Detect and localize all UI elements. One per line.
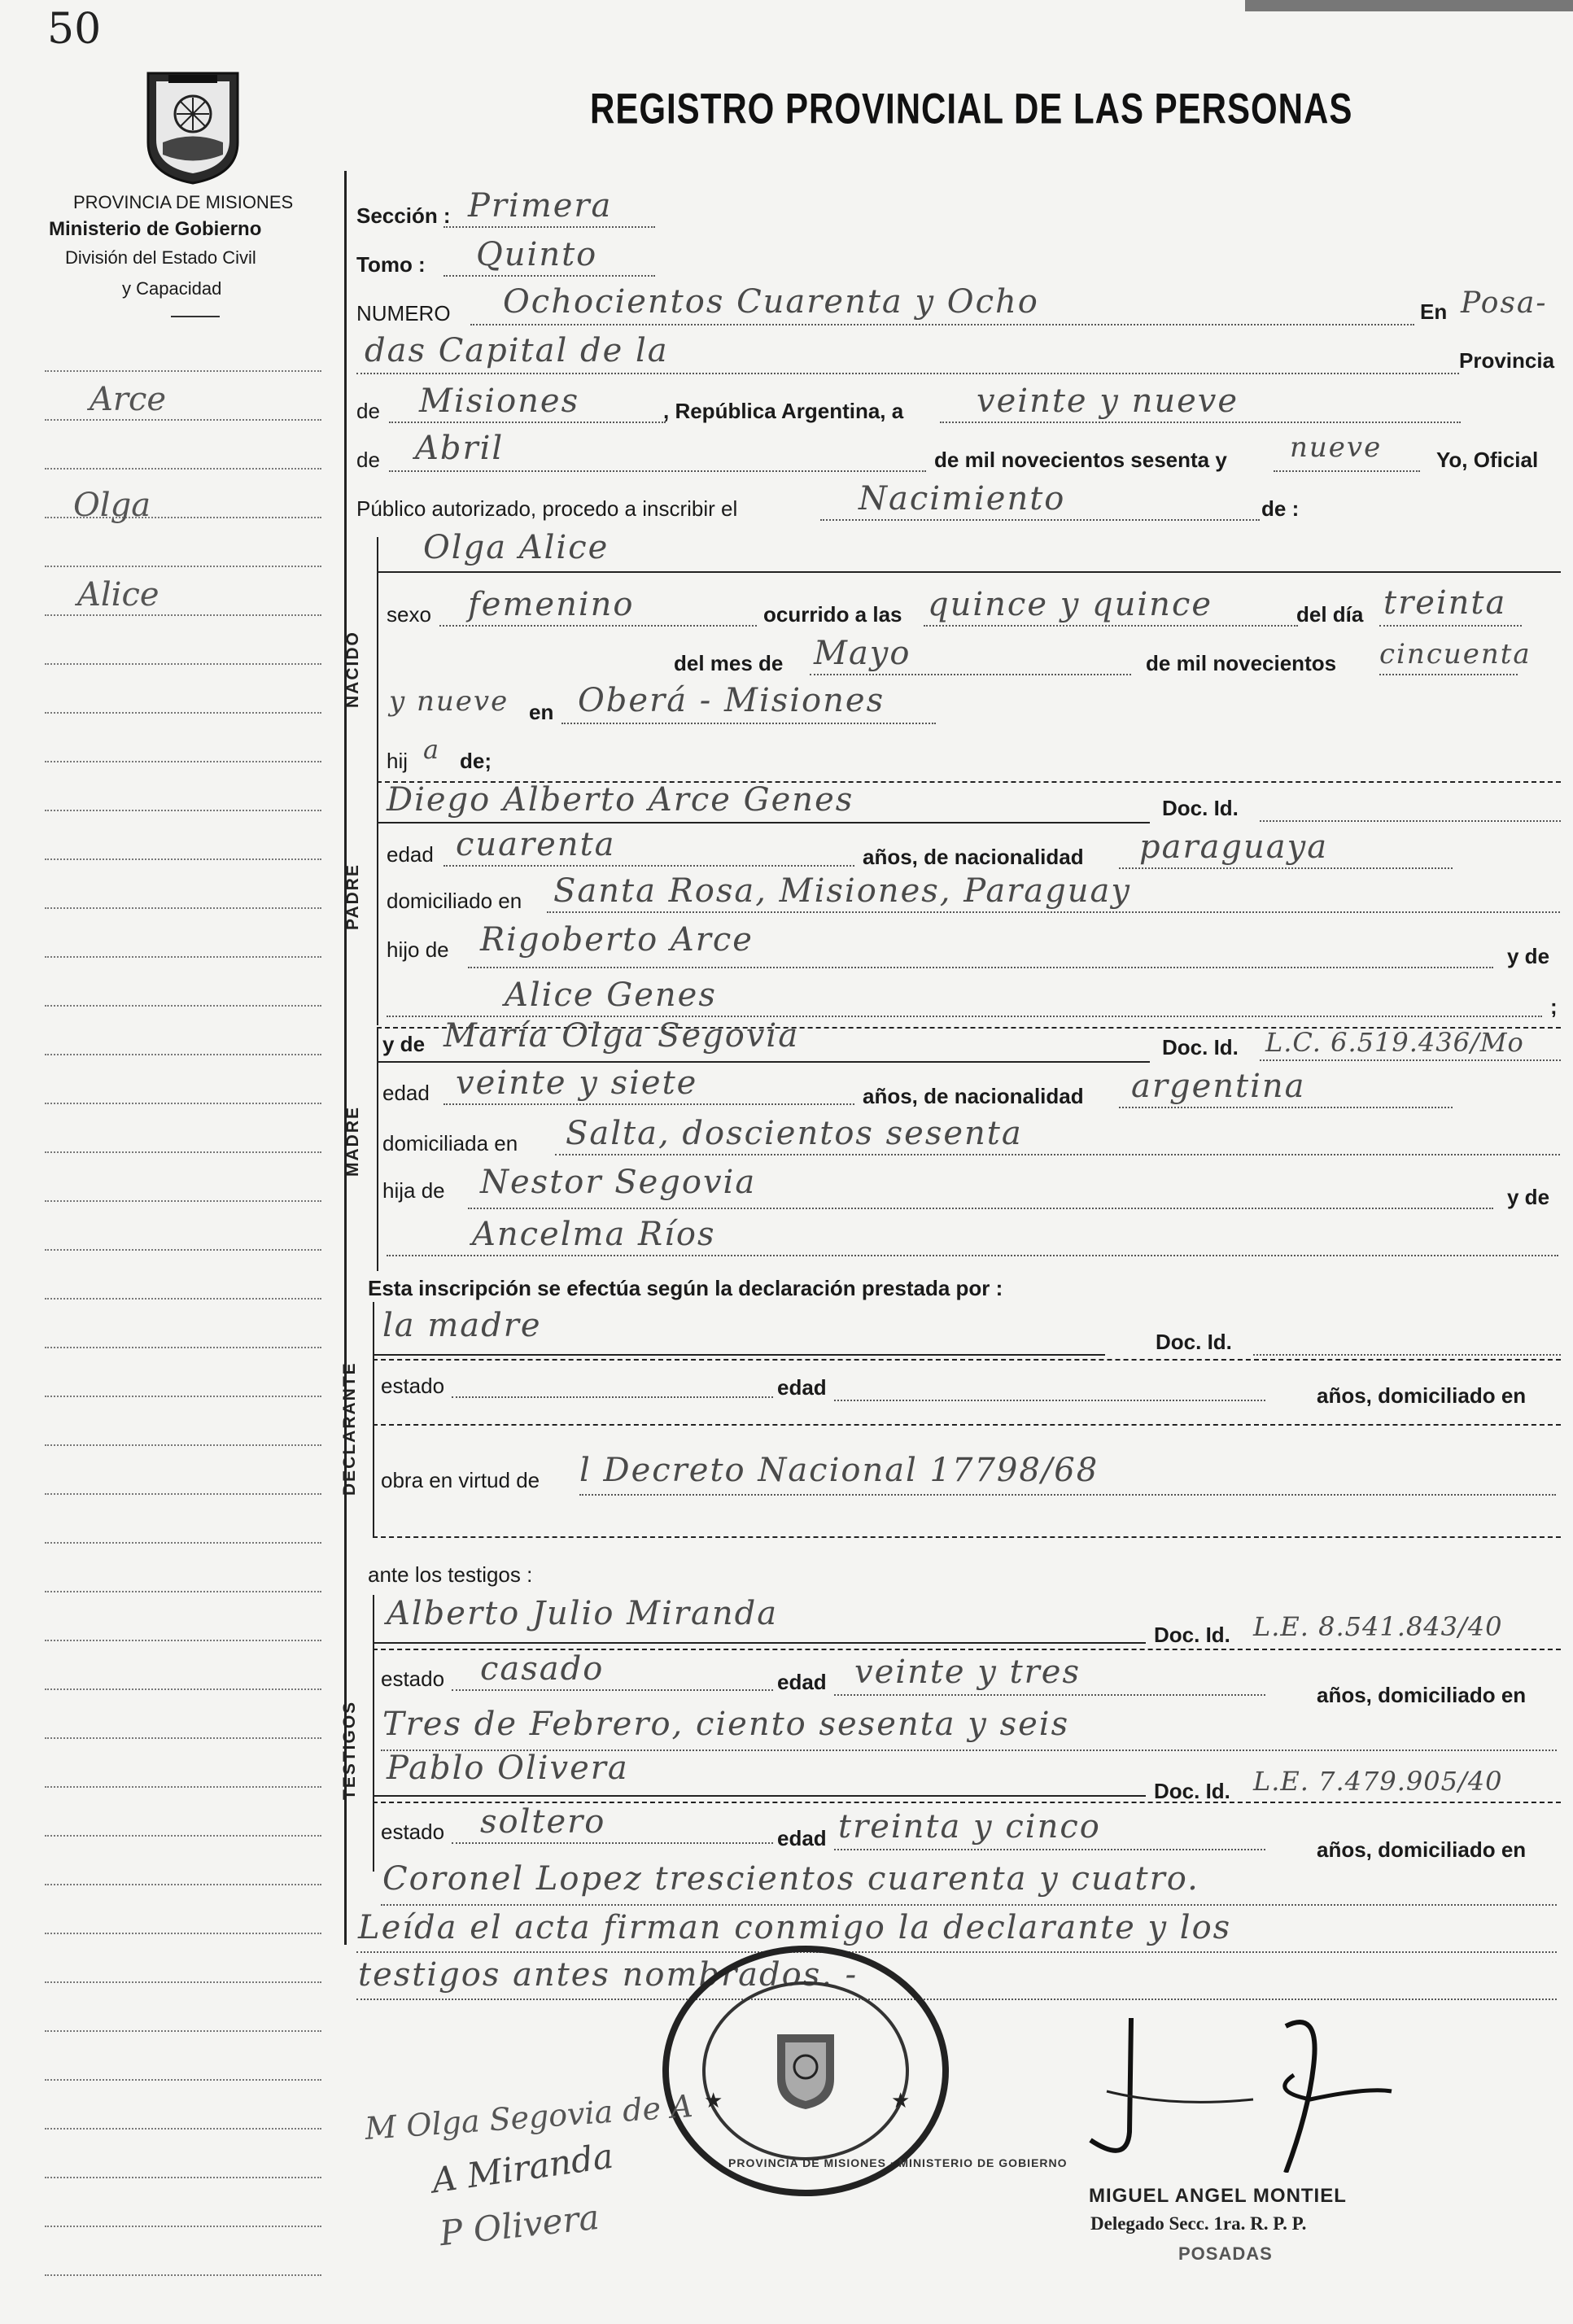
tomo-label: Tomo :: [356, 252, 426, 277]
del-mes-label: del mes de: [674, 651, 784, 675]
padre-dom-label: domiciliado en: [387, 889, 522, 913]
month-value: Abril: [415, 430, 505, 467]
testigo2-edad-line: [834, 1849, 1265, 1850]
madre-dom-label: domiciliada en: [382, 1131, 518, 1155]
margin-dotted-line: [45, 1933, 321, 1934]
padre-edad-line: [443, 865, 854, 867]
padre-semicolon: ;: [1550, 994, 1558, 1019]
numero-value: Ochocientos Cuarenta y Ocho: [503, 283, 1039, 321]
margin-dotted-line: [45, 2128, 321, 2130]
madre-edad-line: [443, 1103, 854, 1105]
testigo1-doc: L.E. 8.541.843/40: [1253, 1611, 1503, 1642]
hora-value: quince y quince: [928, 586, 1213, 623]
madre-name: María Olga Segovia: [443, 1017, 800, 1055]
margin-dotted-line: [45, 1884, 321, 1885]
padre-label: PADRE: [343, 863, 362, 930]
testigo1-edad-line: [834, 1694, 1265, 1696]
official-title: Delegado Secc. 1ra. R. P. P.: [1090, 2213, 1307, 2234]
official-signature-mark: [1042, 2010, 1416, 2173]
padre-dom-line: [547, 911, 1560, 913]
declarante-bottom-rule: [373, 1536, 1561, 1538]
testigo1-anios-label: años, domiciliado en: [1317, 1683, 1527, 1707]
sexo-label: sexo: [387, 602, 431, 627]
official-name: MIGUEL ANGEL MONTIEL: [1089, 2185, 1347, 2207]
obra-label: obra en virtud de: [381, 1468, 540, 1492]
padre-madre-de: Alice Genes: [505, 976, 717, 1014]
stamp-outer-text: [972, 1969, 973, 1970]
declarante-bracket: [373, 1302, 374, 1538]
nacido-name-rule: [377, 571, 1561, 573]
signature-declarante: M Olga Segovia de A: [363, 2087, 694, 2147]
declarante-edad-line: [834, 1400, 1265, 1401]
place-line: [356, 373, 1459, 374]
margin-dotted-line: [45, 1542, 321, 1544]
provincia-label: Provincia: [1459, 348, 1555, 373]
margin-dotted-line: [45, 907, 321, 909]
numero-label: NUMERO: [356, 301, 451, 325]
testigos-intro: ante los testigos :: [368, 1562, 533, 1587]
en-value: Posa-: [1461, 286, 1548, 320]
month-line: [389, 470, 926, 472]
testigo2-estado: soltero: [480, 1803, 606, 1841]
publico-label: Público autorizado, procedo a inscribir el: [356, 496, 738, 521]
margin-dotted-line: [45, 1493, 321, 1495]
declarante-top-rule: [373, 1359, 1561, 1361]
testigos-label: TESTIGOS: [340, 1700, 359, 1800]
day-value: veinte y nueve: [977, 382, 1239, 420]
testigo1-domicilio: Tres de Febrero, ciento sesenta y seis: [382, 1706, 1070, 1743]
madre-bracket: [377, 1027, 378, 1271]
declarante-estado-label: estado: [381, 1374, 445, 1398]
testigos-bracket: [373, 1595, 374, 1872]
testigo1-estado-line: [452, 1689, 773, 1691]
stamp-inner-text: PROVINCIA DE MISIONES · MINISTERIO DE GOBIERNO: [728, 2156, 1068, 2169]
de-label2: de: [356, 448, 380, 472]
madre-edad: veinte y siete: [456, 1064, 698, 1102]
margin-dotted-line: [45, 1981, 321, 1983]
org-line4: y Capacidad: [122, 278, 222, 299]
padre-bracket: [377, 781, 378, 1025]
margin-dotted-line: [45, 468, 321, 470]
org-divider: [171, 316, 220, 317]
margin-dotted-line: [45, 566, 321, 567]
org-line3: División del Estado Civil: [65, 247, 256, 268]
padre-nac-line: [1119, 867, 1453, 869]
obra-line: [579, 1494, 1556, 1496]
margin-dotted-line: [45, 1005, 321, 1007]
del-dia-label: del día: [1296, 602, 1364, 627]
ocurrido-label: ocurrido a las: [763, 602, 902, 627]
margin-dotted-line: [45, 810, 321, 811]
year-label: de mil novecientos sesenta y: [934, 448, 1227, 472]
sexo-line: [439, 625, 757, 627]
margin-dotted-line: [45, 761, 321, 762]
province-value: Misiones: [419, 382, 580, 420]
testigo1-edad: veinte y tres: [854, 1653, 1081, 1691]
madre-y-de-label: y de: [382, 1032, 426, 1056]
org-line2: Ministerio de Gobierno: [49, 218, 262, 240]
mes-line: [810, 674, 1131, 675]
padre-y-de: y de: [1507, 944, 1550, 968]
margin-dotted-line: [45, 1249, 321, 1251]
declarante-doc-label: Doc. Id.: [1156, 1330, 1232, 1354]
svg-text:★: ★: [704, 2089, 723, 2113]
top-edge-strip: [1245, 0, 1573, 11]
province-line: [389, 422, 666, 423]
padre-domicilio: Santa Rosa, Misiones, Paraguay: [553, 872, 1131, 910]
declarante-label: DECLARANTE: [340, 1361, 359, 1496]
padre-edad-label: edad: [387, 842, 434, 867]
margin-dotted-line: [45, 1835, 321, 1837]
madre-dom-line: [555, 1154, 1560, 1155]
dia-line: [1379, 625, 1522, 627]
madre-y-de2: y de: [1507, 1185, 1550, 1209]
declaracion-intro: Esta inscripción se efectúa según la declaración prestada por :: [368, 1276, 1003, 1300]
provincial-seal: [140, 65, 246, 187]
hora-line: [924, 625, 1298, 627]
declarante-mid-rule: [373, 1424, 1561, 1426]
testigo1-doc-label: Doc. Id.: [1154, 1623, 1230, 1647]
declarante-anios-label: años, domiciliado en: [1317, 1383, 1527, 1408]
obra-value: l Decreto Nacional 17798/68: [579, 1452, 1099, 1489]
org-line1: PROVINCIA DE MISIONES: [73, 192, 294, 212]
madre-edad-label: edad: [382, 1081, 430, 1105]
mes-value: Mayo: [814, 635, 911, 672]
margin-name2: Alice: [77, 576, 159, 614]
testigo2-estado-label: estado: [381, 1819, 445, 1844]
madre-doc-line: [1260, 1059, 1561, 1061]
official-city: POSADAS: [1178, 2243, 1273, 2264]
margin-dotted-line: [45, 1396, 321, 1397]
closing-line2-rule: [356, 1999, 1557, 2000]
declarante-doc-line: [1253, 1354, 1561, 1356]
hij-suffix: a: [423, 734, 441, 765]
testigo2-anios-label: años, domiciliado en: [1317, 1837, 1527, 1862]
padre-name-rule: [377, 822, 1150, 823]
closing-line1: Leída el acta firman conmigo la declarante y los: [358, 1909, 1232, 1946]
tomo-value: Quinto: [476, 236, 598, 273]
declarante-edad-label: edad: [777, 1375, 827, 1400]
testigo1-estado: casado: [480, 1650, 605, 1688]
madre-madre-de: Ancelma Ríos: [472, 1216, 716, 1253]
acto-line: [820, 519, 1260, 521]
nacido-name: Olga Alice: [423, 529, 610, 566]
margin-dotted-line: [45, 956, 321, 958]
signature-testigo1: A Miranda: [429, 2135, 616, 2201]
margin-dotted-line: [45, 2274, 321, 2276]
margin-dotted-line: [45, 663, 321, 665]
main-vertical-rule: [344, 171, 347, 1945]
margin-dotted-line: [45, 1591, 321, 1592]
margin-dotted-line: [45, 614, 321, 616]
signature-testigo2: P Olivera: [437, 2196, 601, 2254]
closing-line1-rule: [356, 1951, 1557, 1953]
testigo1-name-rule: [373, 1642, 1146, 1644]
margin-dotted-line: [45, 1151, 321, 1153]
margin-dotted-line: [45, 1737, 321, 1739]
margin-dotted-line: [45, 2030, 321, 2032]
testigo2-edad: treinta y cinco: [838, 1808, 1101, 1846]
padre-doc-line: [1260, 820, 1561, 822]
anio-value: cincuenta: [1379, 638, 1531, 671]
margin-name1: Olga: [73, 487, 151, 524]
testigo2-edad-label: edad: [777, 1826, 827, 1850]
lugar-line: [561, 723, 936, 724]
madre-nacionalidad: argentina: [1131, 1068, 1306, 1105]
nacido-bracket: [377, 537, 378, 781]
place-cont: das Capital de la: [365, 332, 669, 369]
acto-value: Nacimiento: [859, 480, 1066, 518]
margin-dotted-line: [45, 1786, 321, 1788]
margin-dotted-line: [45, 2177, 321, 2178]
oficial-label: Yo, Oficial: [1436, 448, 1539, 472]
testigo1-edad-label: edad: [777, 1670, 827, 1694]
margin-dotted-line: [45, 2226, 321, 2227]
testigo2-doc: L.E. 7.479.905/40: [1253, 1766, 1503, 1797]
declarante-name: la madre: [382, 1307, 542, 1344]
madre-nac-line: [1119, 1107, 1453, 1108]
mil-label: de mil novecientos: [1146, 651, 1337, 675]
padre-anios-label: años, de nacionalidad: [863, 845, 1084, 869]
margin-dotted-line: [45, 1200, 321, 1202]
seccion-value: Primera: [468, 187, 613, 225]
padre-nacionalidad: paraguaya: [1139, 828, 1329, 866]
margin-dotted-line: [45, 1640, 321, 1641]
madre-madre-line: [387, 1255, 1558, 1256]
padre-doc-label: Doc. Id.: [1162, 796, 1239, 820]
nacido-label: NACIDO: [343, 631, 362, 708]
en-label: En: [1420, 299, 1448, 324]
madre-label: MADRE: [343, 1106, 362, 1177]
republica-label: , República Argentina, a: [663, 399, 904, 423]
declarante-name-rule: [373, 1354, 1105, 1356]
page-title: REGISTRO PROVINCIAL DE LAS PERSONAS: [590, 85, 1353, 133]
margin-dotted-line: [45, 1444, 321, 1446]
margin-dotted-line: [45, 1688, 321, 1690]
de-label: de: [356, 399, 380, 423]
madre-domicilio: Salta, doscientos sesenta: [566, 1115, 1023, 1152]
testigo2-name-rule: [373, 1795, 1146, 1797]
day-line: [940, 422, 1461, 423]
seccion-label: Sección :: [356, 203, 451, 228]
svg-text:★: ★: [891, 2089, 911, 2113]
madre-doc-label: Doc. Id.: [1162, 1035, 1239, 1059]
year-value: nueve: [1290, 431, 1383, 464]
margin-surname: Arce: [90, 381, 167, 418]
padre-hijo-label: hijo de: [387, 937, 449, 962]
sexo-value: femenino: [468, 586, 635, 623]
margin-dotted-line: [45, 1103, 321, 1104]
margin-dotted-line: [45, 1347, 321, 1348]
margin-dotted-line: [45, 712, 321, 714]
padre-padre-de: Rigoberto Arce: [480, 921, 754, 959]
margin-dotted-line: [45, 1054, 321, 1055]
padre-edad: cuarenta: [456, 826, 616, 863]
margin-dotted-line: [45, 419, 321, 421]
madre-hija-line: [468, 1208, 1493, 1209]
margin-dotted-line: [45, 1298, 321, 1300]
de-colon: de :: [1261, 496, 1300, 521]
page-number: 50: [47, 5, 102, 54]
testigo2-domicilio: Coronel Lopez trescientos cuarenta y cuatro.: [382, 1860, 1199, 1898]
madre-anios-label: años, de nacionalidad: [863, 1084, 1084, 1108]
year-line: [1274, 470, 1420, 472]
hij-label: hij: [387, 749, 409, 773]
padre-hijo-line: [468, 967, 1493, 968]
testigo2-dom-line: [381, 1904, 1557, 1906]
declarante-estado-line: [452, 1396, 773, 1398]
madre-hija-label: hija de: [382, 1178, 445, 1203]
anio-cont: y nueve: [389, 685, 509, 718]
margin-dotted-line: [45, 370, 321, 372]
madre-padre-de: Nestor Segovia: [480, 1164, 757, 1201]
lugar-value: Oberá - Misiones: [578, 682, 885, 719]
testigo2-doc-label: Doc. Id.: [1154, 1779, 1230, 1803]
testigo2-name: Pablo Olivera: [387, 1750, 629, 1787]
margin-dotted-line: [45, 858, 321, 860]
margin-dotted-line: [45, 2079, 321, 2081]
tomo-line: [443, 275, 655, 277]
anio-line: [1379, 674, 1518, 675]
closing-line2: testigos antes nombrados. -: [358, 1956, 859, 1994]
madre-name-rule: [377, 1061, 1150, 1063]
numero-line: [470, 324, 1414, 325]
dia-value: treinta: [1383, 584, 1507, 622]
testigo1-estado-label: estado: [381, 1667, 445, 1691]
hij-de-label: de;: [460, 749, 492, 773]
testigo2-estado-line: [452, 1842, 773, 1844]
nacido-en-label: en: [529, 700, 554, 724]
testigo1-name: Alberto Julio Miranda: [387, 1595, 779, 1632]
seccion-line: [443, 226, 655, 228]
padre-name: Diego Alberto Arce Genes: [387, 781, 854, 819]
madre-doc: L.C. 6.519.436/Mo: [1265, 1027, 1524, 1058]
